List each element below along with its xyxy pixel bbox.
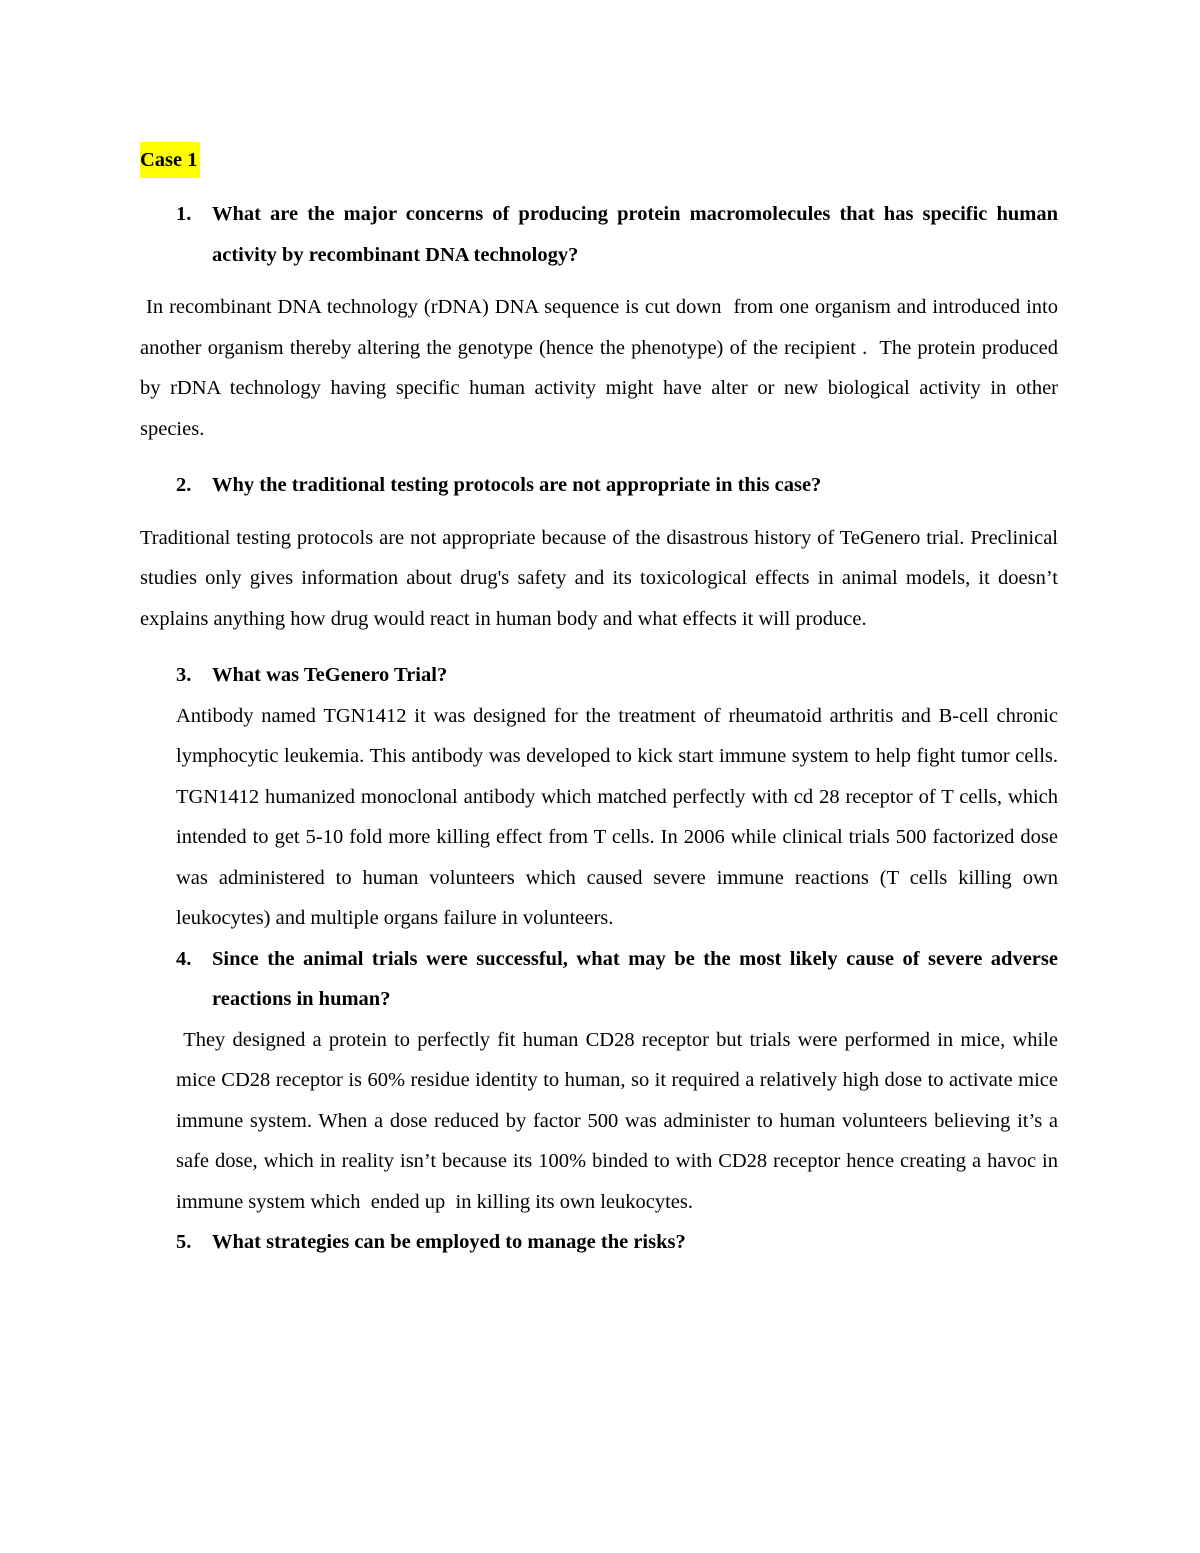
question-number: 5.: [176, 1231, 192, 1253]
question-number: 3.: [176, 664, 192, 686]
question-4: [176, 939, 1058, 1020]
question-number: 2.: [176, 474, 192, 496]
question-text: What was TeGenero Trial?: [212, 664, 448, 686]
question-2: [176, 465, 1058, 506]
question-number: 4.: [176, 947, 192, 970]
answer-3: Antibody named TGN1412 it was designed for the treatment of rheumatoid arthritis and B-cell chronic lymphocytic leukemia. This antibody was developed to kick start immune system to help fight tumor cells. TGN1412 humanized monoclonal antibody which matched perfectly with cd 28 receptor of T cells, which intended to get 5-10 fold more killing effect from T cells. In 2006 while clinical trials 500 factorized dose was administered to human volunteers which caused severe immune reactions (T cells killing own leukocytes) and multiple organs failure in volunteers.: [176, 704, 1058, 929]
answer-4: They designed a protein to perfectly fit human CD28 receptor but trials were performed in mice, while mice CD28 receptor is 60% residue identity to human, so it required a relatively high dose to activate mice immune system. When a dose reduced by factor 500 was administer to human volunteers believing it’s a safe dose, which in reality isn’t because its 100% binded to with CD28 receptor hence creating a havoc in immune system which ended up in killing its own leukocytes.: [176, 1028, 1064, 1213]
answer-1: In recombinant DNA technology (rDNA) DNA sequence is cut down from one organism and introduced into another organism thereby altering the genotype (hence the phenotype) of the recipient . The protein produced by rDNA technology having specific human activity might have alter or new biological activity in other species.: [140, 296, 1064, 440]
question-5: [176, 1222, 1058, 1263]
question-number: 1.: [176, 203, 192, 225]
question-3: [176, 655, 1058, 696]
question-1: [176, 194, 1058, 275]
question-text: Why the traditional testing protocols are not appropriate in this case?: [212, 474, 822, 496]
question-text: What strategies can be employed to manage the risks?: [212, 1231, 686, 1253]
answer-2: Traditional testing protocols are not appropriate because of the disastrous history of TeGenero trial. Preclinical studies only gives information about drug's safety and its toxicological effects in animal models, it doesn’t explains anything how drug would react in human body and what effects it will produce.: [140, 526, 1058, 630]
document-body: [140, 140, 1064, 1263]
question-text: Since the animal trials were successful, what may be the most likely cause of severe adverse reactions in human?: [212, 947, 1058, 1010]
question-text: What are the major concerns of producing protein macromolecules that has specific human activity by recombinant DNA technology?: [212, 203, 1058, 266]
case-heading-line: [140, 140, 1058, 180]
case-title: Case 1: [140, 142, 200, 178]
